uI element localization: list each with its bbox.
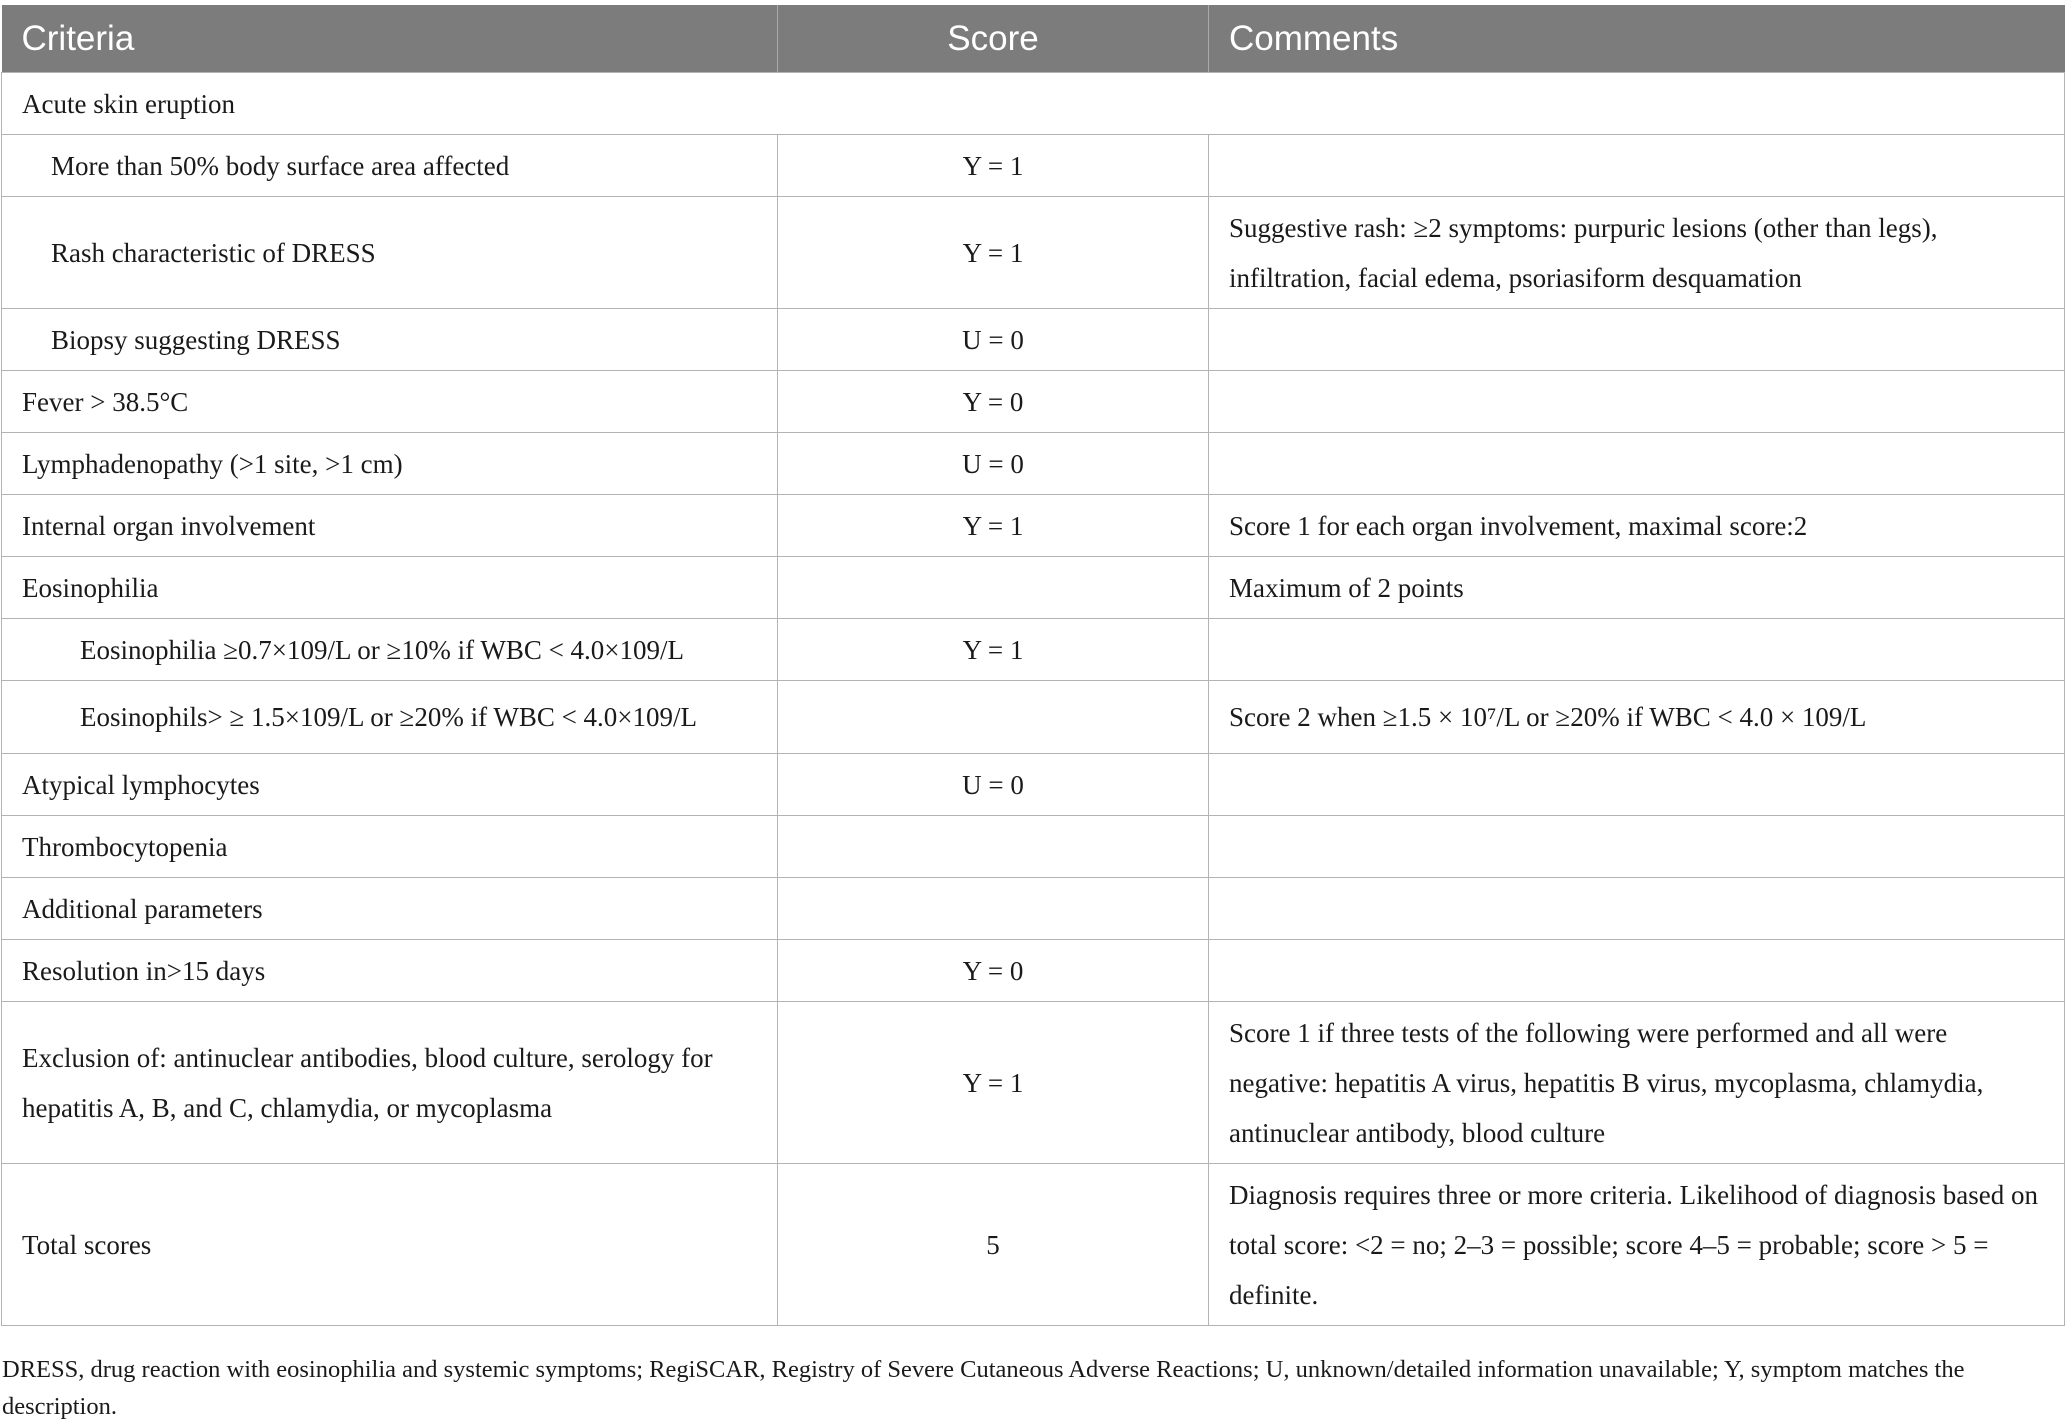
table-row <box>2 197 2065 309</box>
comments-cell <box>1209 433 2065 495</box>
comments-cell <box>1209 135 2065 197</box>
score-cell: U = 0 <box>778 433 1209 495</box>
score-column-header: Score <box>778 5 1209 73</box>
score-cell <box>778 557 1209 619</box>
criteria-cell: Eosinophilia ≥0.7×109/L or ≥10% if WBC < 4.0×109/L <box>2 619 778 681</box>
score-cell: Y = 1 <box>778 197 1209 309</box>
criteria-cell: Rash characteristic of DRESS <box>2 197 778 309</box>
comments-cell <box>1209 619 2065 681</box>
table-row <box>2 371 2065 433</box>
comments-cell <box>1209 754 2065 816</box>
section-row-acute-skin-eruption <box>2 73 2065 135</box>
criteria-column-header: Criteria <box>2 5 778 73</box>
table-header-row <box>2 5 2065 73</box>
criteria-cell: Resolution in>15 days <box>2 940 778 1002</box>
table-row <box>2 433 2065 495</box>
score-cell: Y = 1 <box>778 1002 1209 1164</box>
comments-cell: Score 1 if three tests of the following were performed and all were negative: hepatitis A virus, hepatitis B virus, mycoplasma, chlamydia, antinuclear antibody, blood culture <box>1209 1002 2065 1164</box>
comments-cell <box>1209 309 2065 371</box>
comments-cell <box>1209 816 2065 878</box>
table-row <box>2 495 2065 557</box>
table-row <box>2 878 2065 940</box>
score-cell: U = 0 <box>778 309 1209 371</box>
criteria-cell: Exclusion of: antinuclear antibodies, blood culture, serology for hepatitis A, B, and C, chlamydia, or mycoplasma <box>2 1002 778 1164</box>
table-row <box>2 754 2065 816</box>
total-score-cell: 5 <box>778 1164 1209 1326</box>
table-row <box>2 619 2065 681</box>
comments-cell <box>1209 371 2065 433</box>
score-cell: Y = 0 <box>778 940 1209 1002</box>
criteria-cell: Fever > 38.5°C <box>2 371 778 433</box>
total-row <box>2 1164 2065 1326</box>
comments-cell: Score 1 for each organ involvement, maximal score:2 <box>1209 495 2065 557</box>
table-row <box>2 135 2065 197</box>
criteria-cell: Internal organ involvement <box>2 495 778 557</box>
score-cell <box>778 816 1209 878</box>
table-row <box>2 1002 2065 1164</box>
criteria-cell: Eosinophilia <box>2 557 778 619</box>
table-row <box>2 681 2065 754</box>
comments-cell: Diagnosis requires three or more criteria. Likelihood of diagnosis based on total score: <2 = no; 2–3 = possible; score 4–5 = probable; score > 5 = definite. <box>1209 1164 2065 1326</box>
table-row <box>2 816 2065 878</box>
score-cell <box>778 681 1209 754</box>
comments-cell <box>1209 878 2065 940</box>
comments-cell: Score 2 when ≥1.5 × 10⁷/L or ≥20% if WBC < 4.0 × 109/L <box>1209 681 2065 754</box>
table-row <box>2 940 2065 1002</box>
criteria-cell: Atypical lymphocytes <box>2 754 778 816</box>
score-cell: Y = 1 <box>778 619 1209 681</box>
table-row <box>2 557 2065 619</box>
table-row <box>2 309 2065 371</box>
criteria-cell: More than 50% body surface area affected <box>2 135 778 197</box>
comments-cell: Maximum of 2 points <box>1209 557 2065 619</box>
score-cell: Y = 0 <box>778 371 1209 433</box>
score-cell: U = 0 <box>778 754 1209 816</box>
comments-cell: Suggestive rash: ≥2 symptoms: purpuric lesions (other than legs), infiltration, facial edema, psoriasiform desquamation <box>1209 197 2065 309</box>
criteria-cell: Additional parameters <box>2 878 778 940</box>
regiscar-score-table <box>1 5 2065 1326</box>
score-cell <box>778 878 1209 940</box>
criteria-cell: Thrombocytopenia <box>2 816 778 878</box>
score-cell: Y = 1 <box>778 495 1209 557</box>
criteria-cell: Biopsy suggesting DRESS <box>2 309 778 371</box>
score-cell: Y = 1 <box>778 135 1209 197</box>
table-footnote: DRESS, drug reaction with eosinophilia and systemic symptoms; RegiSCAR, Registry of Severe Cutaneous Adverse Reactions; U, unknown/detailed information unavailable; Y, symptom matches the description. <box>2 1355 1965 1420</box>
comments-cell <box>1209 940 2065 1002</box>
criteria-cell: Eosinophils> ≥ 1.5×109/L or ≥20% if WBC < 4.0×109/L <box>2 681 778 754</box>
criteria-cell: Acute skin eruption <box>2 73 2065 135</box>
comments-column-header: Comments <box>1209 5 2065 73</box>
criteria-cell: Lymphadenopathy (>1 site, >1 cm) <box>2 433 778 495</box>
criteria-cell: Total scores <box>2 1164 778 1326</box>
